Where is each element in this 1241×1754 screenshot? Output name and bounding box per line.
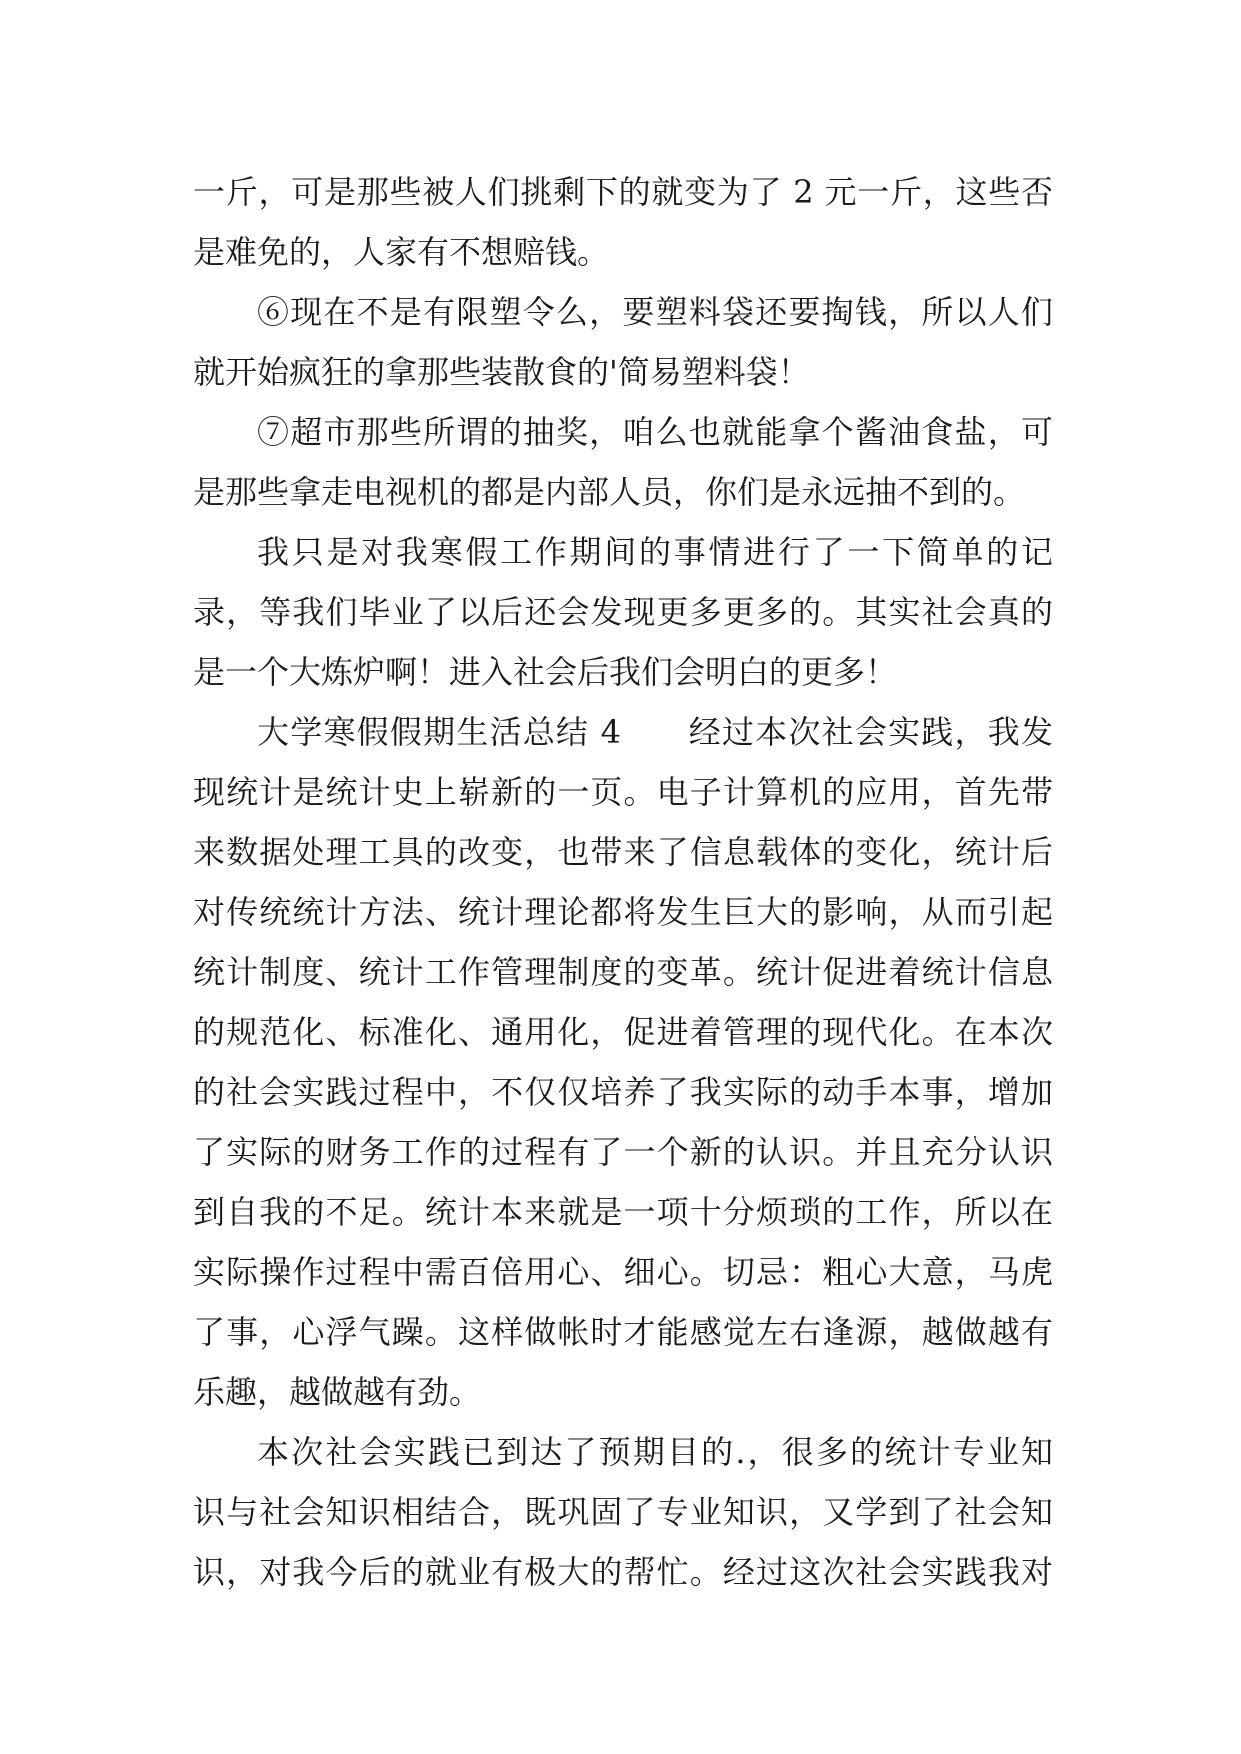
- body-text: [193, 162, 1053, 1602]
- text-line: 实际操作过程中需百倍用心、细心。切忌：粗心大意，马虎: [193, 1253, 1053, 1291]
- text-line: 现统计是统计史上崭新的一页。电子计算机的应用，首先带: [193, 773, 1053, 811]
- text-line: 是难免的，人家有不想赔钱。: [193, 233, 610, 271]
- text-line: 乐趣，越做越有劲。: [193, 1373, 482, 1411]
- text-line: 识，对我今后的就业有极大的帮忙。经过这次社会实践我对: [193, 1553, 1053, 1591]
- text-line: 统计制度、统计工作管理制度的变革。统计促进着统计信息: [193, 953, 1053, 991]
- text-line: 本次社会实践已到达了预期目的.，很多的统计专业知: [257, 1433, 1053, 1471]
- text-line: 大学寒假假期生活总结 4 经过本次社会实践，我发: [257, 713, 1053, 751]
- text-line: ⑥现在不是有限塑令么，要塑料袋还要掏钱，所以人们: [257, 293, 1053, 331]
- text-line: 了事，心浮气躁。这样做帐时才能感觉左右逢源，越做越有: [193, 1313, 1053, 1351]
- text-line: 的规范化、标准化、通用化，促进着管理的现代化。在本次: [193, 1013, 1053, 1051]
- text-line: 我只是对我寒假工作期间的事情进行了一下简单的记: [257, 533, 1053, 571]
- text-line: 就开始疯狂的拿那些装散食的'简易塑料袋！: [193, 353, 810, 391]
- text-line: 是一个大炼炉啊！进入社会后我们会明白的更多！: [193, 653, 898, 691]
- text-line: 一斤，可是那些被人们挑剩下的就变为了 2 元一斤，这些否: [193, 173, 1053, 211]
- text-line: ⑦超市那些所谓的抽奖，咱么也就能拿个酱油食盐，可: [257, 413, 1053, 451]
- text-line: 了实际的财务工作的过程有了一个新的认识。并且充分认识: [193, 1133, 1053, 1171]
- text-line: 的社会实践过程中，不仅仅培养了我实际的动手本事，增加: [193, 1073, 1053, 1111]
- text-line: 来数据处理工具的改变，也带来了信息载体的变化，统计后: [193, 833, 1053, 871]
- text-line: 是那些拿走电视机的都是内部人员，你们是永远抽不到的。: [193, 473, 1026, 511]
- text-line: 识与社会知识相结合，既巩固了专业知识，又学到了社会知: [193, 1493, 1053, 1531]
- text-line: 录，等我们毕业了以后还会发现更多更多的。其实社会真的: [193, 593, 1053, 631]
- text-line: 对传统统计方法、统计理论都将发生巨大的影响，从而引起: [193, 893, 1053, 931]
- text-line: 到自我的不足。统计本来就是一项十分烦琐的工作，所以在: [193, 1193, 1053, 1231]
